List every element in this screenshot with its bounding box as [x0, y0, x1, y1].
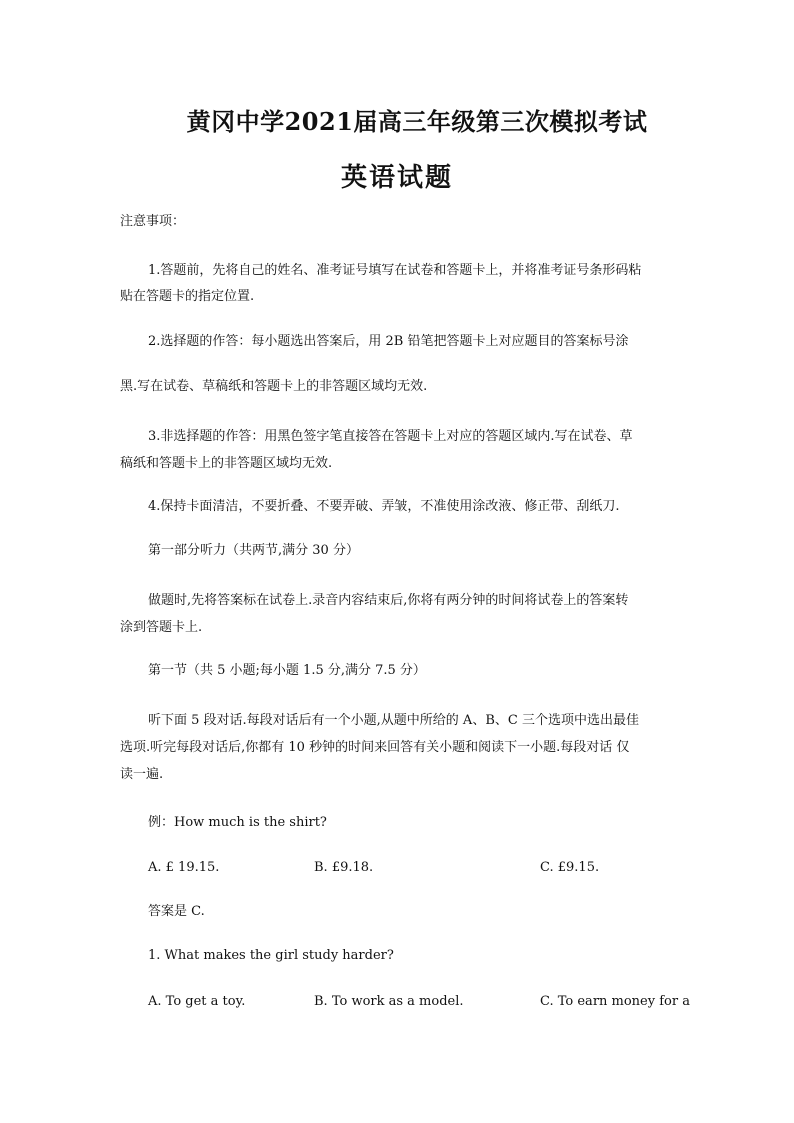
notice-item-1-line-2: 贴在答题卡的指定位置. [120, 289, 255, 304]
example-option-a: A. £ 19.15. [148, 860, 220, 875]
part1-instructions [120, 587, 676, 641]
notice-item-4: 4.保持卡面清洁，不要折叠、不要弄破、弄皱，不准使用涂改液、修正带、刮纸刀. [148, 499, 620, 514]
section1-instructions [120, 707, 676, 788]
q1-question: 1. What makes the girl study harder? [148, 948, 394, 963]
example-question: 例：How much is the shirt? [148, 815, 327, 830]
notice-item-3 [120, 423, 676, 477]
notice-heading: 注意事项： [120, 214, 186, 229]
notice-item-2-line-2: 黑.写在试卷、草稿纸和答题卡上的非答题区域均无效. [120, 379, 428, 394]
q1-option-c: C. To earn money for a [540, 994, 690, 1009]
part1-instructions-line-2: 涂到答题卡上. [120, 620, 203, 635]
section1-instructions-line-2: 选项.听完每段对话后,你都有 10 秒钟的时间来回答有关小题和阅读下一小题.每段对话 仅 [120, 740, 630, 755]
notice-item-2-line-1: 2.选择题的作答：每小题选出答案后，用 2B 铅笔把答题卡上对应题目的答案标号涂 [148, 334, 629, 349]
example-answer: 答案是 C. [148, 904, 205, 919]
subject-title: 英语试题 [340, 163, 453, 193]
q1-option-b: B. To work as a model. [314, 994, 464, 1009]
exam-title: 黄冈中学2021届高三年级第三次模拟考试 [186, 107, 648, 136]
notice-item-3-line-1: 3.非选择题的作答：用黑色签字笔直接答在答题卡上对应的答题区域内.写在试卷、草 [148, 429, 633, 444]
section1-instructions-line-3: 读一遍. [120, 767, 164, 782]
part1-instructions-line-1: 做题时,先将答案标在试卷上.录音内容结束后,你将有两分钟的时间将试卷上的答案转 [148, 593, 629, 608]
section1-heading: 第一节（共 5 小题;每小题 1.5 分,满分 7.5 分） [148, 663, 426, 678]
example-option-c: C. £9.15. [540, 860, 600, 875]
notice-item-1 [120, 258, 676, 310]
notice-item-3-line-2: 稿纸和答题卡上的非答题区域均无效. [120, 456, 333, 471]
example-option-b: B. £9.18. [314, 860, 374, 875]
part1-heading: 第一部分听力（共两节,满分 30 分） [148, 543, 359, 558]
section1-instructions-line-1: 听下面 5 段对话.每段对话后有一个小题,从题中所给的 A、B、C 三个选项中选出最佳 [148, 713, 639, 728]
notice-item-1-line-1: 1.答题前，先将自己的姓名、准考证号填写在试卷和答题卡上，并将准考证号条形码粘 [148, 263, 642, 278]
q1-option-a: A. To get a toy. [148, 994, 246, 1009]
